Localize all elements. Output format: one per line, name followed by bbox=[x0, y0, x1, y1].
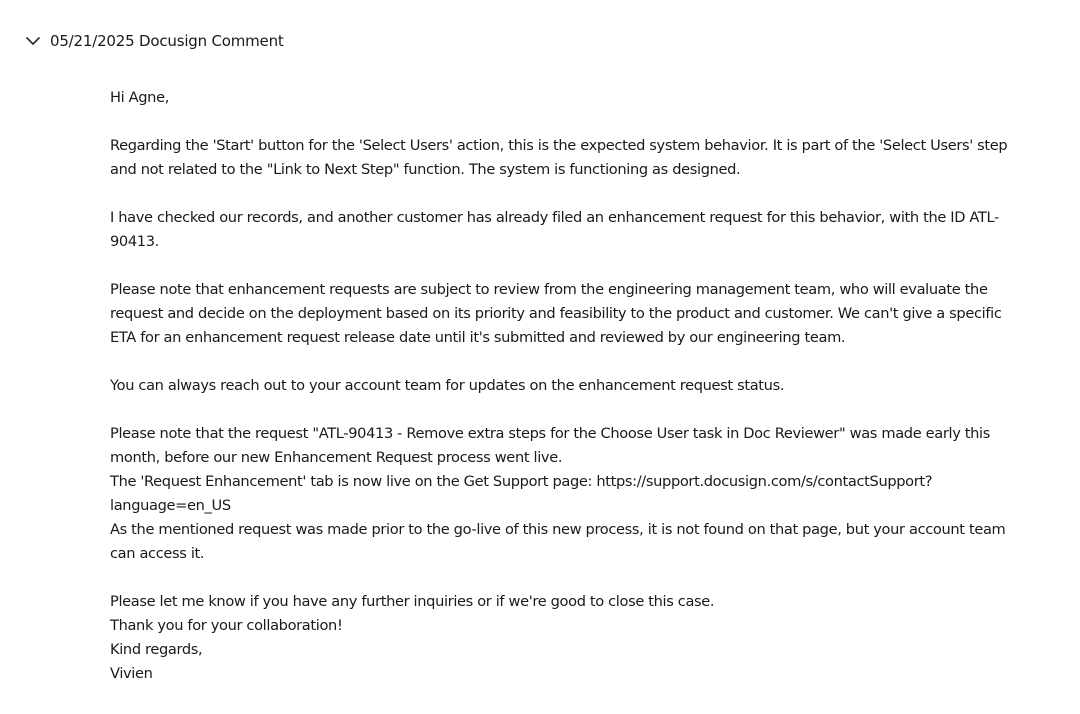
comment-body bbox=[110, 86, 1022, 686]
review-process-note: Please note that enhancement requests are subject to review from the engineering management team, who will evaluate the request and decide on the deployment based on its priority and feasibility to the product and customer. We can't give a specific ETA for an enhancement request release date until it's submitted and reviewed by our engineering team. bbox=[110, 281, 1002, 346]
account-team-note: You can always reach out to your account team for updates on the enhancement request status. bbox=[110, 377, 785, 394]
start-button-explanation: Regarding the 'Start' button for the 'Select Users' action, this is the expected system behavior. It is part of the 'Select Users' step and not related to the "Link to Next Step" function. The system is functioning as designed. bbox=[110, 137, 1008, 178]
sign-off: Kind regards, bbox=[110, 641, 203, 658]
thanks-line: Thank you for your collaboration! bbox=[110, 617, 343, 634]
comment-title: 05/21/2025 Docusign Comment bbox=[50, 32, 284, 50]
greeting-line: Hi Agne, bbox=[110, 89, 169, 106]
comment-section-toggle[interactable] bbox=[24, 28, 284, 54]
closing-question: Please let me know if you have any further inquiries or if we're good to close this case. bbox=[110, 593, 715, 610]
chevron-down-icon[interactable] bbox=[24, 32, 42, 50]
existing-request-note: I have checked our records, and another customer has already filed an enhancement request for this behavior, with the ID ATL-90413. bbox=[110, 209, 999, 250]
request-enhancement-tab-note: The 'Request Enhancement' tab is now live on the Get Support page: https://support.docusign.com/s/contactSupport?language=en_US bbox=[110, 473, 933, 514]
signature-name: Vivien bbox=[110, 665, 153, 682]
not-found-note: As the mentioned request was made prior to the go-live of this new process, it is not found on that page, but your account team can access it. bbox=[110, 521, 1006, 562]
request-timing-note: Please note that the request "ATL-90413 - Remove extra steps for the Choose User task in Doc Reviewer" was made early this month, before our new Enhancement Request process went live. bbox=[110, 425, 990, 466]
